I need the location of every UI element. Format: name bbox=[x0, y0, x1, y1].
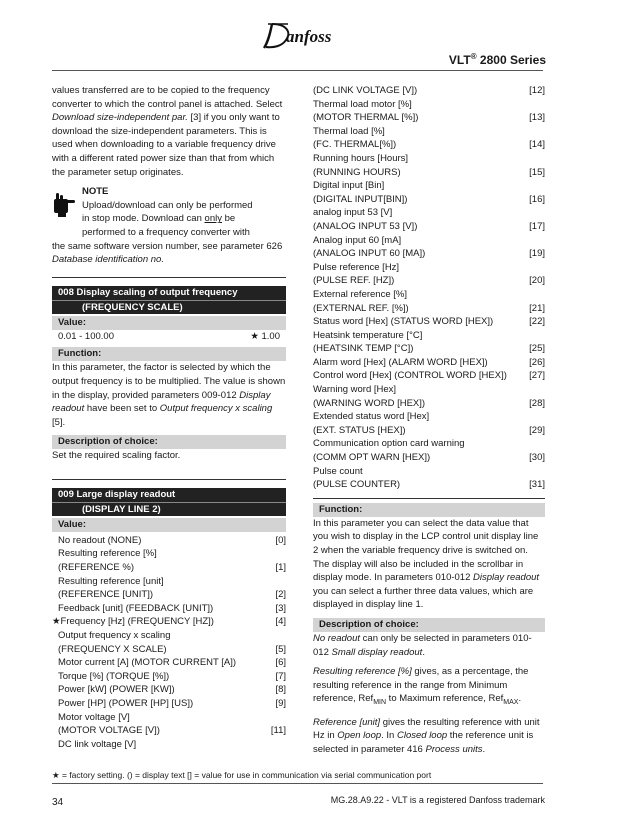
value-range: 0.01 - 100.00 bbox=[58, 330, 114, 342]
value-range-row bbox=[52, 330, 286, 344]
option-row: Extended status word [Hex] bbox=[313, 411, 430, 423]
option-row: (FREQUENCY X SCALE) [5] bbox=[58, 643, 286, 655]
option-row: (MOTOR THERMAL [%]) [13] bbox=[313, 112, 545, 124]
option-row: Warning word [Hex] bbox=[313, 384, 397, 396]
param-subtitle: (DISPLAY LINE 2) bbox=[52, 502, 286, 516]
description-label: Description of choice: bbox=[313, 618, 545, 632]
note-line: Upload/download can only be performed bbox=[82, 199, 253, 211]
option-row: Torque [%] (TORQUE [%]) [7] bbox=[58, 670, 286, 682]
function-text: In this parameter, the factor is selected by which the output frequency is to be multiplied. The value is shown in the display, provided parameters 009-012 Display readout have been set to Output frequency x scaling [5]. bbox=[52, 362, 286, 428]
option-row: (REFERENCE [UNIT]) [2] bbox=[58, 589, 286, 601]
option-row: (REFERENCE %) [1] bbox=[58, 562, 286, 574]
option-row: Pulse count bbox=[313, 465, 363, 477]
value-label: Value: bbox=[52, 518, 286, 532]
option-row: (COMM OPT WARN [HEX]) [30] bbox=[313, 452, 545, 464]
option-row: (DC LINK VOLTAGE [V]) [12] bbox=[313, 85, 545, 96]
svg-text:anfoss: anfoss bbox=[286, 27, 332, 46]
option-row: analog input 53 [V] bbox=[313, 207, 393, 219]
option-list-continued bbox=[313, 84, 545, 492]
series-title: VLT® 2800 Series bbox=[448, 52, 546, 67]
option-row: Running hours [Hours] bbox=[313, 152, 409, 164]
value-label: Value: bbox=[52, 316, 286, 330]
option-row: (HEATSINK TEMP [°C]) [25] bbox=[313, 343, 545, 355]
trademark-notice: MG.28.A9.22 - VLT is a registered Danfoss trademark bbox=[330, 795, 545, 805]
note-tail: the same software version number, see parameter 626 Database identification no. bbox=[52, 240, 283, 266]
option-row: (EXTERNAL REF. [%]) [21] bbox=[313, 302, 545, 314]
option-row: Thermal load [%] bbox=[313, 125, 385, 137]
option-row: Status word [Hex] (STATUS WORD [HEX]) [22] bbox=[313, 316, 545, 328]
parameter-009 bbox=[52, 488, 286, 752]
option-row-default: ★Frequency [Hz] (FREQUENCY [HZ]) [4] bbox=[52, 616, 286, 628]
option-row: (EXT. STATUS [HEX]) [29] bbox=[313, 424, 545, 436]
page-number: 34 bbox=[52, 797, 64, 808]
parameter-008 bbox=[52, 286, 286, 463]
function-text: In this parameter you can select the data value that you wish to display in the LCP control unit display line 2 when the variable frequency drive is switched on. The display will also be included in the scrollbar in display mode. In parameters 010-012 Display readout you can select a further three data values, which are displayed in display line 1. bbox=[313, 517, 540, 611]
right-column bbox=[313, 84, 545, 763]
description-no-readout: No readout can only be selected in parameters 010-012 Small display readout. bbox=[313, 632, 532, 658]
option-row: Analog input 60 [mA] bbox=[313, 234, 402, 246]
option-row: Motor voltage [V] bbox=[58, 711, 130, 723]
intro-paragraph: values transferred are to be copied to the frequency converter to which the control panel is attached. Select Download size-independent par. [3] if you only want to download the size-independent parameters. This is used when downloading to a variable frequency drive with a different rated power size than that from which the parameter setup originates. bbox=[52, 85, 283, 178]
note-line: in stop mode. Download can only be bbox=[82, 213, 236, 225]
option-row: Control word [Hex] (CONTROL WORD [HEX]) [27] bbox=[313, 370, 545, 382]
option-list bbox=[52, 534, 286, 752]
note-line: performed to a frequency converter with bbox=[82, 226, 250, 238]
option-row: Power [HP] (POWER [HP] [US]) [9] bbox=[58, 698, 286, 709]
option-row: Communication option card warning bbox=[313, 438, 465, 450]
section-divider bbox=[313, 498, 545, 499]
option-row: External reference [%] bbox=[313, 288, 407, 300]
option-row: Thermal load motor [%] bbox=[313, 98, 412, 110]
section-divider bbox=[52, 479, 286, 480]
header-rule bbox=[52, 70, 543, 71]
option-row: (ANALOG INPUT 60 [MA]) [19] bbox=[313, 248, 545, 260]
option-row: Feedback [unit] (FEEDBACK [UNIT]) [3] bbox=[58, 602, 286, 614]
option-row: Resulting reference [unit] bbox=[58, 575, 164, 587]
option-row: Pulse reference [Hz] bbox=[313, 261, 400, 273]
param-title: 009 Large display readout bbox=[52, 488, 286, 502]
option-row: Heatsink temperature [°C] bbox=[313, 329, 423, 341]
option-row: No readout (NONE) [0] bbox=[58, 534, 286, 546]
footer-rule bbox=[52, 783, 543, 784]
option-row: (DIGITAL INPUT[BIN]) [16] bbox=[313, 193, 545, 205]
section-divider bbox=[52, 277, 286, 278]
note-title: NOTE bbox=[82, 186, 109, 198]
option-row: (MOTOR VOLTAGE [V]) [11] bbox=[58, 725, 286, 737]
function-label: Function: bbox=[313, 503, 545, 517]
function-label: Function: bbox=[52, 347, 286, 361]
option-row: Digital input [Bin] bbox=[313, 180, 385, 192]
pointing-hand-icon bbox=[52, 191, 76, 217]
option-row: (WARNING WORD [HEX]) [28] bbox=[313, 397, 545, 409]
description-label: Description of choice: bbox=[52, 435, 286, 449]
option-row: Power [kW] (POWER [KW]) [8] bbox=[58, 684, 286, 696]
option-row: (FC. THERMAL[%]) [14] bbox=[313, 139, 545, 151]
param-subtitle: (FREQUENCY SCALE) bbox=[52, 300, 286, 314]
option-row: Output frequency x scaling bbox=[58, 630, 171, 642]
option-row: Alarm word [Hex] (ALARM WORD [HEX]) [26] bbox=[313, 356, 545, 368]
option-row: (ANALOG INPUT 53 [V]) [17] bbox=[313, 220, 545, 232]
option-row: Resulting reference [%] bbox=[58, 548, 157, 560]
note-box bbox=[52, 185, 286, 267]
description-reference-unit: Reference [unit] gives the resulting reference with unit Hz in Open loop. In Closed loop the reference unit is selected in parameter 416 Process units. bbox=[313, 716, 540, 756]
danfoss-logo-graphic bbox=[262, 20, 374, 52]
option-row: DC link voltage [V] bbox=[58, 738, 137, 750]
option-row: (PULSE REF. [HZ]) [20] bbox=[313, 275, 545, 287]
description-text: Set the required scaling factor. bbox=[52, 450, 181, 462]
option-row: (PULSE COUNTER) [31] bbox=[313, 479, 545, 491]
option-row: (RUNNING HOURS) [15] bbox=[313, 166, 545, 178]
factory-setting-legend: ★ = factory setting. () = display text [] = value for use in communication via serial communication port bbox=[52, 770, 432, 780]
left-column bbox=[52, 84, 286, 751]
danfoss-logo bbox=[262, 20, 374, 52]
description-resulting-reference: Resulting reference [%] gives, as a percentage, the resulting reference in the range from Minimum reference, Ref$_{MIN}$ to Maximum reference, Ref$_{MAX}$. bbox=[313, 666, 529, 707]
default-value: ★ 1.00 bbox=[250, 330, 280, 342]
param-title: 008 Display scaling of output frequency bbox=[52, 286, 286, 300]
option-row: Motor current [A] (MOTOR CURRENT [A]) [6] bbox=[58, 657, 286, 669]
